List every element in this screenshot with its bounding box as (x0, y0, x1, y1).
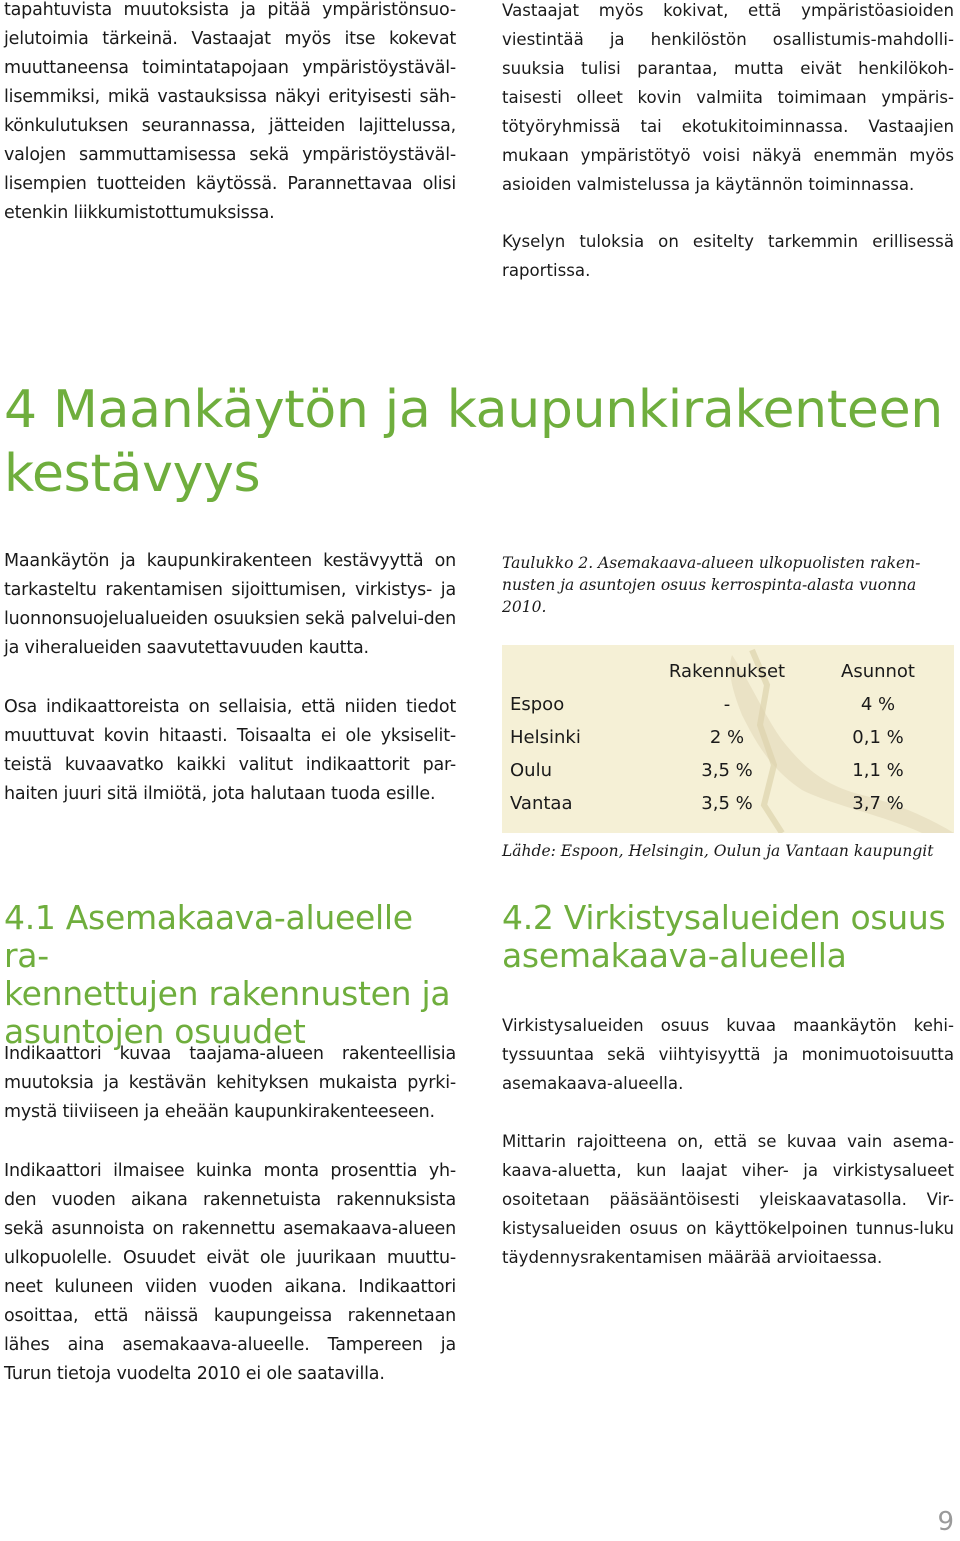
heading-line: asemakaava-alueella (502, 936, 847, 975)
table-cell: 2 % (709, 727, 745, 748)
table-source: Lähde: Espoon, Helsingin, Oulun ja Vantaan kaupungit (502, 842, 934, 860)
section-4-1-paragraph: Indikaattori kuvaa taajama-alueen rakenteellisia muutoksia ja kestävän kehityksen mukaista pyrki-mystä tiiviiseen ja eheään kaupunkirakenteeseen. (4, 1044, 456, 1122)
heading-line: 4 Maankäytön ja kaupunkirakenteen (4, 380, 943, 440)
page-number: 9 (937, 1507, 954, 1537)
heading-line: 4.2 Virkistysalueiden osuus (502, 898, 946, 937)
report-reference-paragraph: Kyselyn tuloksia on esitelty tarkemmin erillisessä raportissa. (502, 232, 954, 280)
table-row (502, 721, 954, 754)
row-label: Vantaa (510, 793, 573, 814)
table-body (502, 655, 954, 820)
caption-line: nusten ja asuntojen osuus kerrospinta-alasta vuonna (502, 576, 917, 594)
section-4-paragraph: Maankäytön ja kaupunkirakenteen kestävyyttä on tarkasteltu rakentamisen sijoittumisen, virkistys- ja luonnonsuojelualueiden osuuksien sekä palvelui-den ja viheralueiden saavutettavuuden kautta. (4, 551, 456, 658)
table-row (502, 754, 954, 787)
row-label: Oulu (510, 760, 552, 781)
table-cell: - (723, 694, 731, 715)
section-4-2-heading (502, 899, 954, 975)
heading-line: asuntojen osuudet (4, 1012, 306, 1051)
table-cell: 4 % (860, 694, 896, 715)
header-cell: Rakennukset (668, 661, 786, 682)
table-cell: 1,1 % (852, 760, 904, 781)
table-cell: 0,1 % (852, 727, 904, 748)
section-4-1-paragraph: Indikaattori ilmaisee kuinka monta prosenttia yh-den vuoden aikana rakennetuista rakennuksista sekä asunnoista on rakennettu asemakaava-alueen ulkopuolelle. Osuudet eivät ole juurikaan muuttu-neet kuluneen viiden vuoden aikana. Indikaattori osoittaa, että näissä kaupungeissa rakennetaan lähes aina asemakaava-alueelle. Tampereen ja Turun tietoja vuodelta 2010 ei ole saatavilla. (4, 1161, 456, 1384)
row-label: Helsinki (510, 727, 581, 748)
heading-line: kennettujen rakennusten ja (4, 974, 451, 1013)
heading-line: 4.1 Asemakaava-alueelle ra- (4, 898, 413, 975)
table-cell: 3,5 % (701, 760, 753, 781)
table-cell: 3,7 % (852, 793, 904, 814)
table-row (502, 688, 954, 721)
header-cell: Asunnot (841, 661, 915, 682)
data-table (502, 645, 954, 833)
table-header-row (502, 655, 954, 688)
table-row (502, 787, 954, 820)
intro-left-paragraph: tapahtuvista muutoksista ja pitää ympäristönsuo-jelutoimia tärkeinä. Vastaajat myös itse kokevat muuttaneensa toimintatapojaan ympäristöystäväl-lisemmiksi, mikä vastauksissa näkyi erityisesti säh-könkulutuksen seurannassa, jätteiden lajittelussa, valojen sammuttamisessa sekä ympäristöystäväl-lisempien tuotteiden käytössä. Parannettavaa olisi etenkin liikkumistottumuksissa. (4, 0, 456, 223)
caption-line: 2010. (502, 598, 547, 616)
table-caption (502, 552, 954, 618)
section-4-2-paragraph: Mittarin rajoitteena on, että se kuvaa vain asema-kaava-aluetta, kun laajat viher- ja virkistysalueet osoitetaan pääsääntöisesti yleiskaavatasolla. Vir-kistysalueiden osuus on käyttökelpoinen tunnus-luku täydennysrakentamisen määrää arvioitaessa. (502, 1132, 954, 1267)
section-4-heading (4, 378, 944, 506)
section-4-1-heading (4, 899, 456, 1051)
caption-line: Taulukko 2. Asemakaava-alueen ulkopuolisten raken- (502, 554, 921, 572)
heading-line: kestävyys (4, 444, 261, 504)
table-cell: 3,5 % (701, 793, 753, 814)
section-4-paragraph: Osa indikaattoreista on sellaisia, että niiden tiedot muuttuvat kovin hitaasti. Toisaalta ei ole yksiselit-teistä kuvaavatko kaikki valitut indikaattorit par-haiten juuri sitä ilmiötä, jota halutaan tuoda esille. (4, 697, 456, 804)
section-4-2-paragraph: Virkistysalueiden osuus kuvaa maankäytön kehi-tyssuuntaa sekä viihtyisyyttä ja monimuotoisuutta asemakaava-alueella. (502, 1016, 954, 1093)
row-label: Espoo (510, 694, 565, 715)
intro-right-paragraph: Vastaajat myös kokivat, että ympäristöasioiden viestintää ja henkilöstön osallistumis-mahdolli-suuksia tulisi parantaa, mutta eivät henkilökoh-taisesti olleet kovin valmiita toimimaan ympäris-tötyöryhmissä tai ekotukitoiminnassa. Vastaajien mukaan ympäristötyö voisi näkyä enemmän myös asioiden valmistelussa ja käytännön toiminnassa. (502, 1, 954, 194)
